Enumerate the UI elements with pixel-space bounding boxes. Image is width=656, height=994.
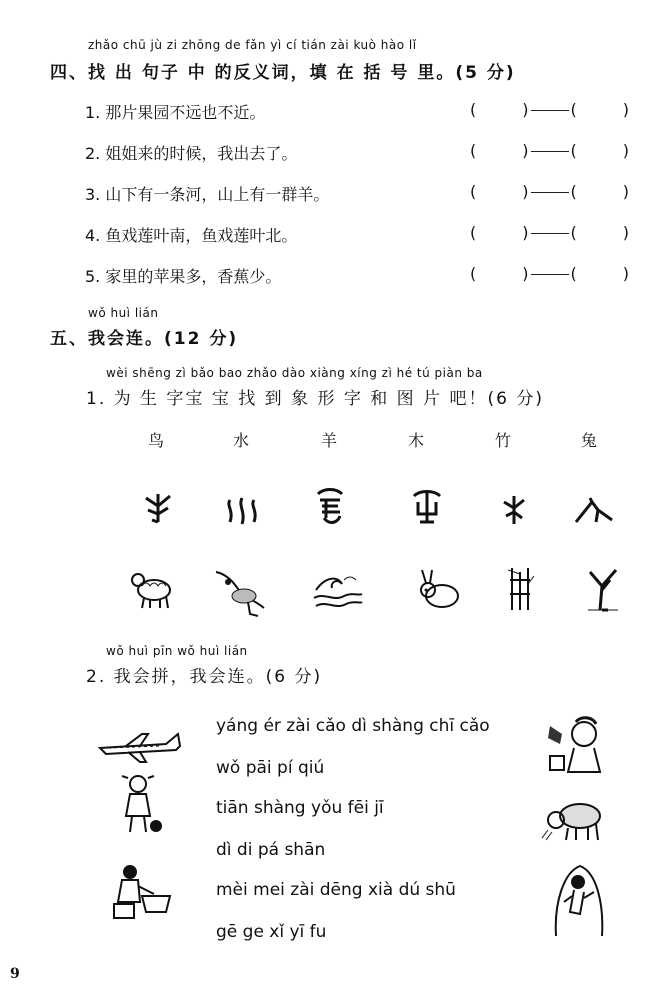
pinyin-line-6[interactable]: gē ge xǐ yī fu: [216, 922, 327, 942]
char-tree[interactable]: 木: [408, 431, 425, 450]
page-number: 9: [10, 966, 20, 982]
bird-picture-icon[interactable]: [212, 568, 272, 620]
answer-blank-4[interactable]: ( ) ( ): [470, 223, 629, 242]
bamboo-ancient-glyph-icon[interactable]: [500, 492, 528, 528]
char-sheep[interactable]: 羊: [321, 431, 338, 450]
sheep-picture-icon[interactable]: [128, 566, 178, 610]
sheep-ancient-glyph-icon[interactable]: [312, 488, 348, 528]
boy-climbing-picture-icon[interactable]: [550, 862, 606, 938]
part1-pinyin: wèi shēng zì bǎo bao zhǎo dào xiàng xíng zì hé tú piàn ba: [106, 366, 483, 380]
section4-pinyin: zhǎo chū jù zi zhōng de fǎn yì cí tián zài kuò hào lǐ: [88, 38, 417, 52]
question-3-text: 3. 山下有一条河，山上有一群羊。: [85, 185, 330, 204]
answer-blank-3[interactable]: ( ) ( ): [470, 182, 629, 201]
char-water[interactable]: 水: [233, 431, 250, 450]
question-1-text: 1. 那片果园不远也不近。: [85, 103, 266, 122]
girl-reading-picture-icon[interactable]: [544, 714, 608, 776]
section5-pinyin: wǒ huì lián: [88, 306, 159, 320]
section4-title: 四、找 出 句子 中 的反义词，填 在 括 号 里。(5 分): [50, 63, 516, 83]
part1-title: 1. 为 生 字宝 宝 找 到 象 形 字 和 图 片 吧！(6 分): [86, 389, 544, 409]
pinyin-line-2[interactable]: wǒ pāi pí qiú: [216, 758, 325, 778]
question-2-text: 2. 姐姐来的时候，我出去了。: [85, 144, 298, 163]
question-4-text: 4. 鱼戏莲叶南，鱼戏莲叶北。: [85, 226, 298, 245]
answer-blank-2[interactable]: ( ) ( ): [470, 141, 629, 160]
tree-ancient-glyph-icon[interactable]: [410, 488, 444, 526]
char-rabbit[interactable]: 兔: [581, 431, 598, 450]
pinyin-line-1[interactable]: yáng ér zài cǎo dì shàng chī cǎo: [216, 716, 490, 736]
question-5-text: 5. 家里的苹果多，香蕉少。: [85, 267, 282, 286]
water-picture-icon[interactable]: [312, 570, 364, 610]
char-bamboo[interactable]: 竹: [495, 431, 512, 450]
rabbit-picture-icon[interactable]: [414, 568, 466, 610]
bamboo-picture-icon[interactable]: [504, 566, 536, 612]
girl-ball-picture-icon[interactable]: [116, 772, 166, 836]
part2-pinyin: wǒ huì pīn wǒ huì lián: [106, 644, 248, 658]
char-bird[interactable]: 鸟: [148, 431, 165, 450]
answer-blank-5[interactable]: ( ) ( ): [470, 264, 629, 283]
pinyin-line-4[interactable]: dì di pá shān: [216, 840, 326, 860]
section5-title: 五、我会连。(12 分): [50, 329, 239, 349]
rabbit-ancient-glyph-icon[interactable]: [574, 496, 614, 526]
airplane-picture-icon[interactable]: [96, 730, 182, 764]
boy-washing-picture-icon[interactable]: [104, 862, 174, 922]
bird-ancient-glyph-icon[interactable]: [140, 490, 176, 526]
answer-blank-1[interactable]: ( ) ( ): [470, 100, 629, 119]
water-ancient-glyph-icon[interactable]: [224, 496, 260, 526]
sheep-grazing-picture-icon[interactable]: [540, 794, 608, 844]
part2-title: 2. 我会拼，我会连。(6 分): [86, 667, 323, 687]
tree-picture-icon[interactable]: [580, 566, 626, 612]
pinyin-line-5[interactable]: mèi mei zài dēng xià dú shū: [216, 880, 456, 900]
pinyin-line-3[interactable]: tiān shàng yǒu fēi jī: [216, 798, 384, 818]
